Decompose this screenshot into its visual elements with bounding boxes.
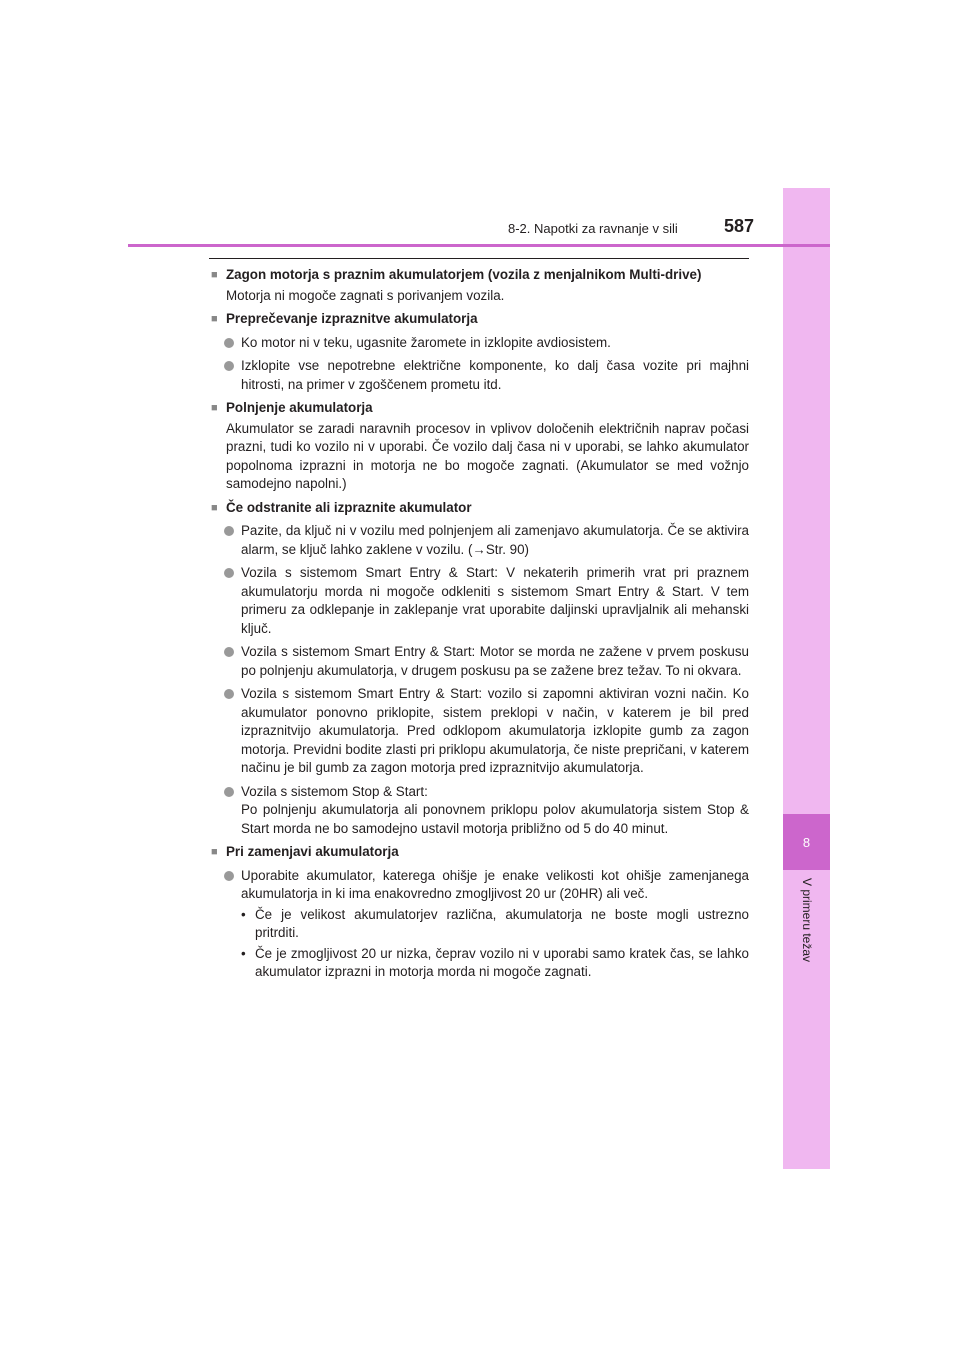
bullet-item: [211, 334, 749, 353]
content-top-rule: [209, 258, 749, 259]
chapter-label: V primeru težav: [800, 878, 814, 963]
heading-marker: ■: [211, 846, 218, 858]
paragraph: Motorja ni mogoče zagnati s porivanjem vozila.: [226, 287, 505, 303]
bullet-text: Uporabite akumulator, katerega ohišje je enake velikosti kot ohišje zamenjanega akumulatorja in ki ima enakovredno zmogljivost 20 ur (20HR) ali več.: [241, 867, 749, 901]
bullet-item: [211, 564, 749, 638]
heading-text: Preprečevanje izpraznitve akumulatorja: [226, 311, 478, 326]
bullet-dot-icon: [224, 526, 234, 536]
heading-text: Če odstranite ali izpraznite akumulator: [226, 499, 472, 515]
heading-marker: ■: [211, 269, 218, 281]
chapter-number-box: [783, 814, 830, 870]
page-content: [211, 266, 749, 982]
bullet-text: Vozila s sistemom Stop & Start: Po polnjenju akumulatorja ali ponovnem priklopu polov akumulatorja sistem Stop & Start morda ne bo samodejno ustavil motorja približno od 5 do 40 minut.: [241, 783, 749, 836]
sub-bullet-marker: •: [241, 945, 246, 961]
heading-prevent-discharge: [211, 310, 749, 329]
section-name: 8-2. Napotki za ravnanje v sili: [508, 221, 678, 236]
heading-replace-battery: [211, 843, 749, 862]
bullet-dot-icon: [224, 568, 234, 578]
bullet-dot-icon: [224, 338, 234, 348]
chapter-number: 8: [802, 834, 811, 850]
heading-text: Polnjenje akumulatorja: [226, 400, 373, 415]
heading-jump-start: [211, 266, 749, 285]
header-divider: [128, 244, 830, 247]
heading-text: Zagon motorja s praznim akumulatorjem (vozila z menjalnikom Multi-drive): [226, 267, 702, 282]
sub-bullet-text: Če je velikost akumulatorjev različna, akumulatorja ne boste mogli ustrezno pritrditi.: [255, 906, 749, 940]
sub-bullet-text: Če je zmogljivost 20 ur nizka, čeprav vozilo ni v uporabi samo kratek čas, se lahko akumulator izprazni in motorja morda ni mogoče zagnati.: [255, 945, 749, 979]
bullet-text: Vozila s sistemom Smart Entry & Start: V nekaterih primerih vrat pri praznem akumulatorju morda ni mogoče odkleniti s sistemom Smart Entry & Start. V tem primeru za odklepanje in zaklepanje vrat uporabite daljinski upravljalnik ali mehanski ključ.: [241, 565, 749, 636]
bullet-text: Ko motor ni v teku, ugasnite žaromete in izklopite avdiosistem.: [241, 334, 611, 350]
heading-marker: ■: [211, 313, 218, 325]
heading-text: Pri zamenjavi akumulatorja: [226, 844, 399, 859]
bullet-item: [211, 867, 749, 904]
bullet-item: [211, 783, 749, 839]
sub-bullet-marker: •: [241, 906, 246, 922]
bullet-dot-icon: [224, 787, 234, 797]
sub-bullet-item: [211, 906, 749, 943]
bullet-text: Vozila s sistemom Smart Entry & Start: Motor se morda ne zažene v prvem poskusu po polnjenju akumulatorja, v drugem poskusu pa se zažene brez težav. To ni okvara.: [241, 644, 749, 678]
bullet-text: Pazite, da ključ ni v vozilu med polnjenjem ali zamenjavo akumulatorja. Če se aktivira alarm, se ključ lahko zaklene v vozilu. (→Str. 90): [241, 523, 749, 557]
heading-charging: [211, 399, 749, 418]
bullet-item: [211, 357, 749, 394]
bullet-text: Vozila s sistemom Smart Entry & Start: vozilo si zapomni aktiviran vozni način. Ko akumulator ponovno priklopite, sistem preklopi v način, v katerem je bil pred izpraznitvijo akumulatorja. Pred odklopom akumulatorja izklopite gumb za zagon motorja. Previdni bodite zlasti pri priklopu akumulatorja, če niste prepričani, v katerem načinu je bil gumb za zagon motorja pred izpraznitvijo akumulatorja.: [241, 686, 749, 775]
page-number: 587: [724, 216, 755, 236]
bullet-dot-icon: [224, 871, 234, 881]
heading-marker: ■: [211, 501, 218, 514]
bullet-dot-icon: [224, 689, 234, 699]
bullet-item: [211, 685, 749, 778]
bullet-dot-icon: [224, 361, 234, 371]
chapter-side-tab: [783, 188, 830, 1169]
bullet-dot-icon: [224, 647, 234, 657]
heading-marker: ■: [211, 402, 218, 414]
bullet-item: [211, 643, 749, 680]
bullet-text: Izklopite vse nepotrebne električne komponente, ko dalj časa vozite pri majhni hitrosti, na primer v zgoščenem prometu itd.: [241, 358, 749, 392]
heading-remove-battery: [211, 499, 749, 518]
sub-bullet-item: [211, 945, 749, 982]
bullet-item: [211, 522, 749, 559]
paragraph: Akumulator se zaradi naravnih procesov in vplivov določenih električnih naprav počasi prazni, tudi ko vozilo ni v uporabi. Če vozilo dalj časa ni v uporabi, se lahko akumulator popolnoma izprazni in motorja ne bo mogoče zagnati. (Akumulator se med vožnjo samodejno napolni.): [226, 420, 749, 491]
